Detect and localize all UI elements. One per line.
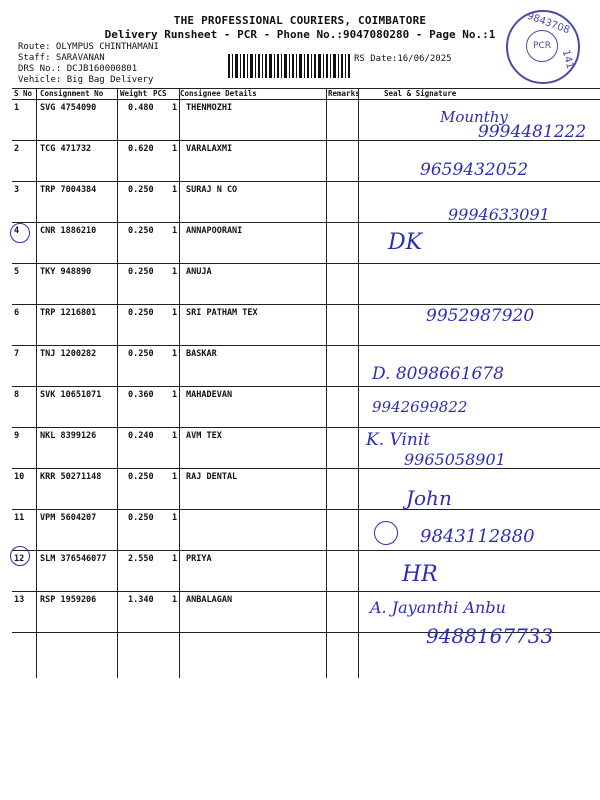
row-divider [12, 468, 600, 469]
row-pcs: 1 [172, 431, 178, 441]
row-weight: 0.250 [128, 185, 154, 195]
col-header-signature: Seal & Signature [384, 89, 457, 98]
handwritten-signature-text: DK [388, 230, 423, 255]
row-sno: 12 [14, 554, 25, 564]
row-consignment-no: TNJ 1200282 [40, 349, 97, 359]
row-divider [12, 427, 600, 428]
column-divider [117, 88, 118, 678]
handwritten-signature-text: 9952987920 [426, 306, 535, 326]
row-weight: 0.620 [128, 144, 154, 154]
row-weight: 0.250 [128, 513, 154, 523]
row-pcs: 1 [172, 185, 178, 195]
row-consignee: PRIYA [186, 554, 212, 564]
row-consignee: SURAJ N CO [186, 185, 238, 195]
row-divider [12, 345, 600, 346]
row-sno: 3 [14, 185, 20, 195]
handwritten-signature-text: 9965058901 [404, 450, 506, 469]
row-pcs: 1 [172, 390, 178, 400]
row-weight: 0.360 [128, 390, 154, 400]
column-divider [326, 88, 327, 678]
row-weight: 0.250 [128, 308, 154, 318]
handwritten-signature-text: 9942699822 [372, 398, 468, 416]
row-consignment-no: TCG 471732 [40, 144, 92, 154]
row-pcs: 1 [172, 267, 178, 277]
row-consignment-no: TRP 1216801 [40, 308, 97, 318]
handwritten-signature-text: 9994633091 [448, 205, 550, 224]
row-consignee: VARALAXMI [186, 144, 233, 154]
column-divider [179, 88, 180, 678]
col-header-consignee: Consignee Details [180, 89, 257, 98]
stamp-number: 9843708 [525, 10, 572, 37]
col-header-weight: Weight [120, 89, 148, 98]
row-divider [12, 181, 600, 182]
barcode-image [228, 54, 350, 78]
row-consignment-no: NKL 8399126 [40, 431, 97, 441]
handwritten-signature-text: Mounthy [440, 108, 508, 126]
handwritten-signature-text: 9994481222 [478, 122, 587, 142]
row-consignee: RAJ DENTAL [186, 472, 238, 482]
stamp-side: 141 [559, 48, 576, 71]
handwritten-signature-text: HR [402, 562, 438, 587]
pen-circle-signature [374, 521, 398, 545]
handwritten-signature-text: 9843112880 [420, 526, 535, 547]
row-sno: 11 [14, 513, 25, 523]
row-weight: 0.250 [128, 349, 154, 359]
row-weight: 1.340 [128, 595, 154, 605]
drs-number: DRS No.: DCJB160000801 [18, 64, 138, 74]
runsheet-subtitle: Delivery Runsheet - PCR - Phone No.:9047080280 - Page No.:1 [104, 28, 496, 41]
stamp-center: PCR [526, 30, 558, 62]
row-pcs: 1 [172, 472, 178, 482]
row-consignment-no: TKY 948890 [40, 267, 92, 277]
office-stamp [506, 10, 580, 84]
row-consignment-no: SVG 4754090 [40, 103, 97, 113]
row-consignment-no: SLM 376546077 [40, 554, 107, 564]
row-consignee: ANUJA [186, 267, 212, 277]
row-pcs: 1 [172, 144, 178, 154]
column-divider [358, 88, 359, 678]
row-weight: 0.250 [128, 267, 154, 277]
row-sno: 13 [14, 595, 25, 605]
row-consignment-no: KRR 50271148 [40, 472, 102, 482]
row-sno: 6 [14, 308, 20, 318]
column-divider [36, 88, 37, 678]
row-consignment-no: VPM 5604207 [40, 513, 97, 523]
row-pcs: 1 [172, 103, 178, 113]
vehicle-label: Vehicle: Big Bag Delivery [18, 75, 154, 85]
handwritten-signature-text: 9488167733 [426, 624, 554, 648]
handwritten-signature-text: 9659432052 [420, 160, 529, 180]
row-pcs: 1 [172, 349, 178, 359]
col-header-sno: S No [14, 89, 33, 98]
row-sno: 5 [14, 267, 20, 277]
row-pcs: 1 [172, 513, 178, 523]
row-pcs: 1 [172, 554, 178, 564]
pen-circle-row-4 [10, 223, 30, 243]
row-sno: 4 [14, 226, 20, 236]
staff-label: Staff: SARAVANAN [18, 53, 105, 63]
row-sno: 2 [14, 144, 20, 154]
col-header-consignment: Consignment No [40, 89, 104, 98]
row-consignment-no: CNR 1886210 [40, 226, 97, 236]
row-pcs: 1 [172, 308, 178, 318]
row-divider [12, 591, 600, 592]
pen-circle-row-12 [10, 546, 30, 566]
row-pcs: 1 [172, 595, 178, 605]
row-divider [12, 304, 600, 305]
row-weight: 0.250 [128, 472, 154, 482]
route-label: Route: OLYMPUS CHINTHAMANI [18, 42, 159, 52]
row-consignment-no: RSP 1959206 [40, 595, 97, 605]
row-consignee: ANNAPOORANI [186, 226, 243, 236]
header-bottom-rule [12, 99, 600, 100]
row-weight: 0.240 [128, 431, 154, 441]
col-header-pcs: PCS [153, 89, 167, 98]
row-pcs: 1 [172, 226, 178, 236]
row-consignee: THENMOZHI [186, 103, 233, 113]
handwritten-signature-text: A. Jayanthi Anbu [370, 598, 506, 617]
row-consignee: ANBALAGAN [186, 595, 233, 605]
handwritten-signature-text: K. Vinit [366, 430, 431, 450]
row-divider [12, 509, 600, 510]
row-sno: 10 [14, 472, 25, 482]
row-consignee: MAHADEVAN [186, 390, 233, 400]
row-sno: 7 [14, 349, 20, 359]
row-consignee: AVM TEX [186, 431, 222, 441]
row-divider [12, 550, 600, 551]
handwritten-signature-text: John [406, 486, 452, 510]
row-consignment-no: SVK 10651071 [40, 390, 102, 400]
row-sno: 1 [14, 103, 20, 113]
row-weight: 0.250 [128, 226, 154, 236]
row-consignee: BASKAR [186, 349, 217, 359]
row-sno: 8 [14, 390, 20, 400]
handwritten-signature-text: D. 8098661678 [372, 364, 504, 384]
rs-date: RS Date:16/06/2025 [354, 54, 452, 64]
col-header-remarks: Remarks [328, 89, 360, 98]
row-weight: 0.480 [128, 103, 154, 113]
row-consignment-no: TRP 7004384 [40, 185, 97, 195]
row-consignee: SRI PATHAM TEX [186, 308, 258, 318]
row-divider [12, 263, 600, 264]
row-weight: 2.550 [128, 554, 154, 564]
row-sno: 9 [14, 431, 20, 441]
row-divider [12, 386, 600, 387]
company-name: THE PROFESSIONAL COURIERS, COIMBATORE [173, 14, 427, 27]
